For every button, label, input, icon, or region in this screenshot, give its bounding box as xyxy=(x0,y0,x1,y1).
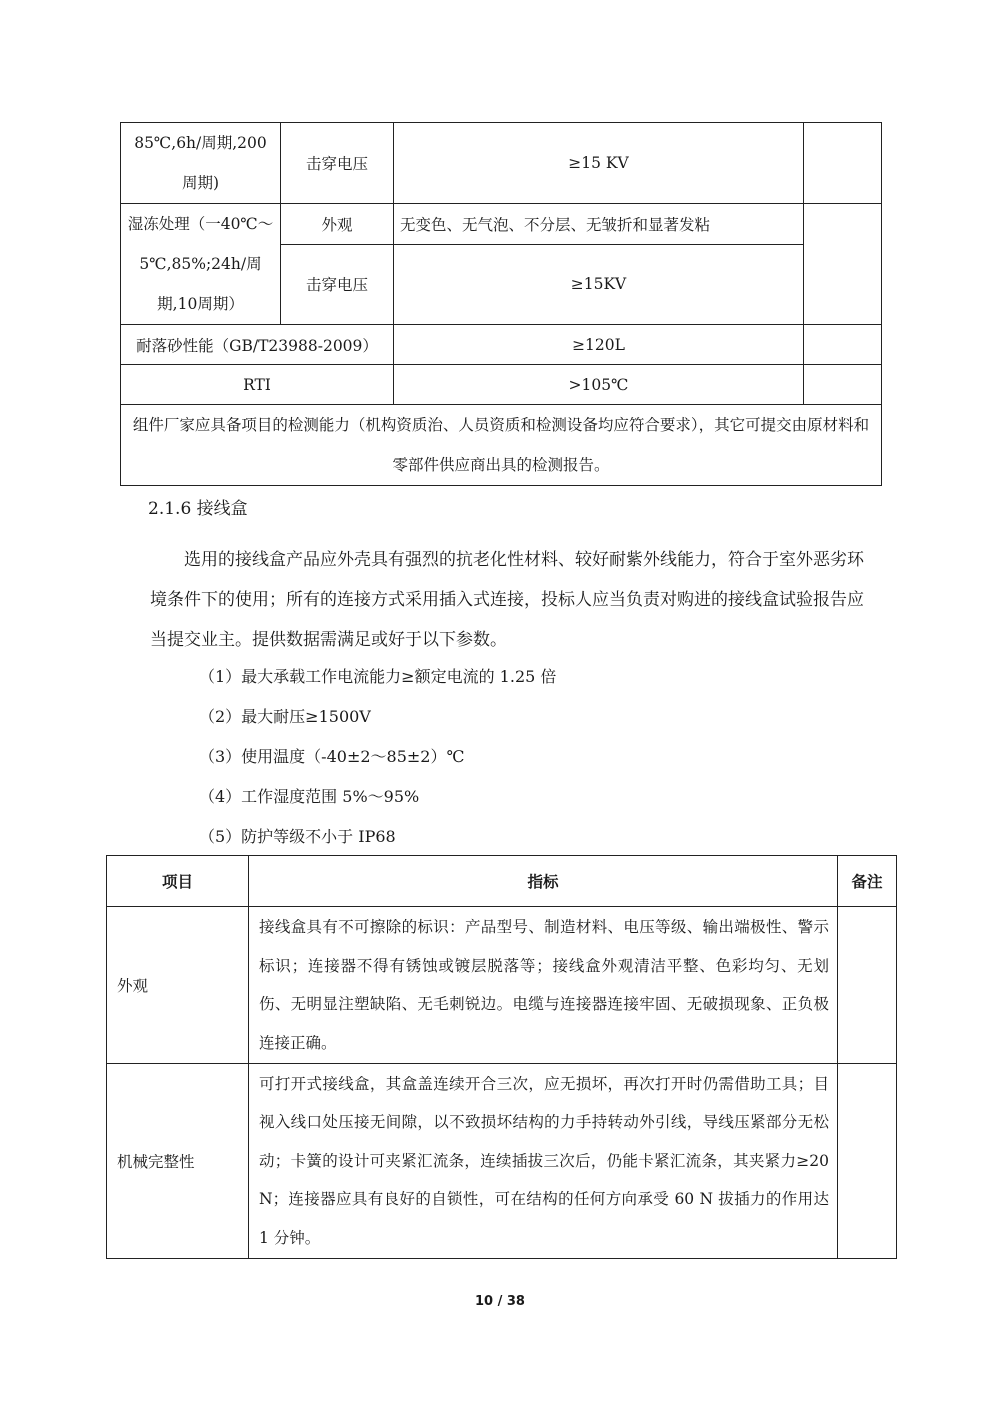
test-table-continued xyxy=(120,122,882,486)
list-item: （5）防护等级不小于 IP68 xyxy=(199,827,396,846)
section-paragraph: 选用的接线盒产品应外壳具有强烈的抗老化性材料、较好耐紫外线能力，符合于室外恶劣环境条件下的使用；所有的连接方式采用插入式连接，投标人应当负责对购进的接线盒试验报告应当提交业主。提供数据需满足或好于以下参数。 xyxy=(150,550,864,650)
page-number: 10 / 38 xyxy=(475,1294,525,1309)
test-cell: 击穿电压 xyxy=(281,123,394,204)
remark-cell xyxy=(804,204,882,325)
section-heading: 2.1.6 接线盒 xyxy=(148,499,248,519)
list-item: （3）使用温度（-40±2～85±2）℃ xyxy=(199,747,465,766)
item-cell: 外观 xyxy=(107,907,249,1064)
value-cell: >105℃ xyxy=(394,365,804,405)
remark-cell xyxy=(838,1064,897,1259)
list-item: （1）最大承载工作电流能力≥额定电流的 1.25 倍 xyxy=(199,667,557,686)
indicator-cell: 可打开式接线盒，其盒盖连续开合三次，应无损坏，再次打开时仍需借助工具；目视入线口处压接无间隙，以不致损坏结构的力手持转动外引线，导线压紧部分无松动；卡簧的设计可夹紧汇流条，连续插拔三次后，仍能卡紧汇流条，其夹紧力≥20 N；连接器应具有良好的自锁性，可在结构的任何方向承受 60 N 拔插力的作用达 1 分钟。 xyxy=(249,1064,838,1259)
value-cell: ≥15KV xyxy=(394,244,804,324)
test-cell: 击穿电压 xyxy=(281,244,394,324)
list-item: （4）工作湿度范围 5%～95% xyxy=(199,787,420,806)
parameter-list xyxy=(199,657,556,857)
condition-cell: 湿冻处理（一40℃～5℃,85%;24h/周期,10周期） xyxy=(121,204,281,325)
table-row xyxy=(107,907,897,1064)
label-cell: 耐落砂性能（GB/T23988-2009） xyxy=(121,325,394,365)
condition-cell: 85℃,6h/周期,200周期) xyxy=(121,123,281,204)
remark-cell xyxy=(804,365,882,405)
remark-cell xyxy=(804,325,882,365)
test-cell: 外观 xyxy=(281,204,394,245)
remark-cell xyxy=(838,907,897,1064)
remark-cell xyxy=(804,123,882,204)
header-item: 项目 xyxy=(107,856,249,907)
label-cell: RTI xyxy=(121,365,394,405)
header-indicator: 指标 xyxy=(249,856,838,907)
table-note: 组件厂家应具备项目的检测能力（机构资质治、人员资质和检测设备均应符合要求），其它可提交由原材料和零部件供应商出具的检测报告。 xyxy=(121,405,882,486)
list-item: （2）最大耐压≥1500V xyxy=(199,707,371,726)
value-cell: ≥120L xyxy=(394,325,804,365)
value-cell: ≥15 KV xyxy=(394,123,804,204)
header-remark: 备注 xyxy=(838,856,897,907)
junction-box-table xyxy=(106,855,897,1259)
value-cell: 无变色、无气泡、不分层、无皱折和显著发粘 xyxy=(394,204,804,245)
table-row xyxy=(107,1064,897,1259)
indicator-cell: 接线盒具有不可擦除的标识：产品型号、制造材料、电压等级、输出端极性、警示标识；连接器不得有锈蚀或镀层脱落等；接线盒外观清洁平整、色彩均匀、无划伤、无明显注塑缺陷、无毛刺锐边。电缆与连接器连接牢固、无破损现象、正负极连接正确。 xyxy=(249,907,838,1064)
item-cell: 机械完整性 xyxy=(107,1064,249,1259)
